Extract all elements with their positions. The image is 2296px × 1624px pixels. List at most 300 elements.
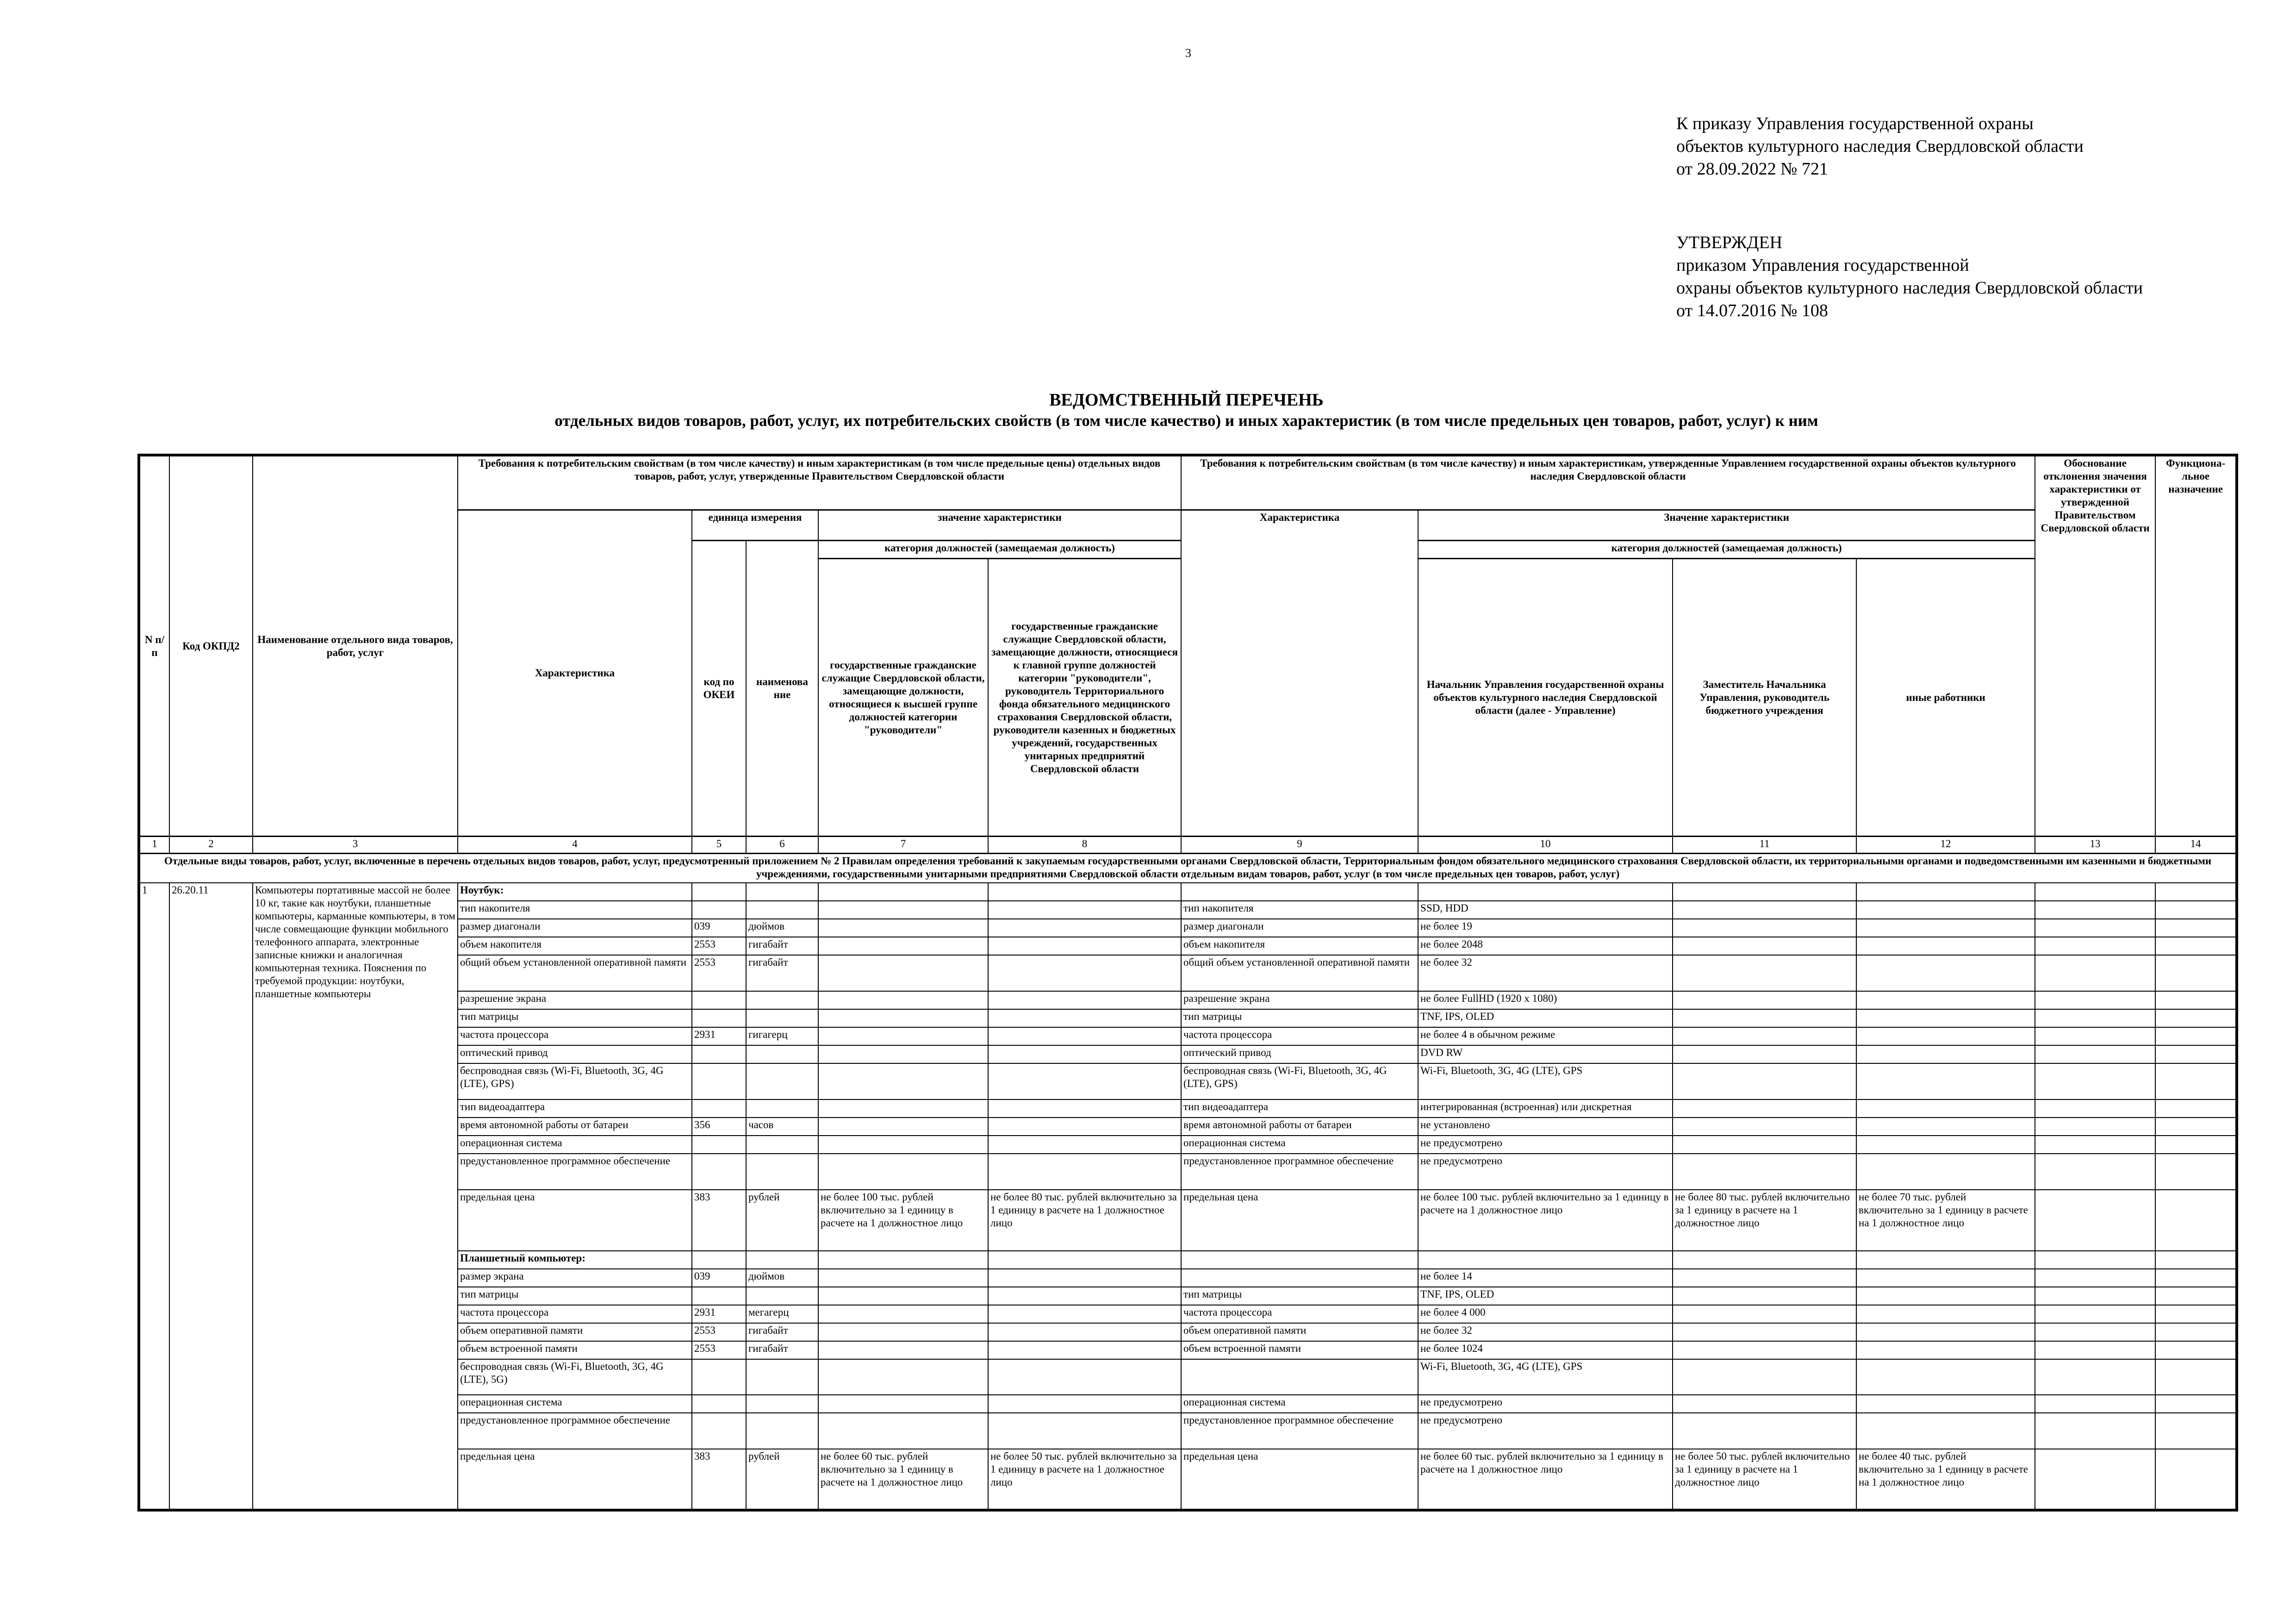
laptop-okei-code [692, 991, 746, 1009]
laptop-characteristic-dept: предустановленное программное обеспечение [1181, 1154, 1418, 1190]
column-number: 6 [746, 837, 818, 854]
blank-cell [2035, 1395, 2155, 1413]
blank-cell [2155, 991, 2237, 1009]
column-number: 10 [1418, 837, 1673, 854]
laptop-unit-name [746, 1136, 818, 1154]
laptop-characteristic: оптический привод [458, 1045, 692, 1063]
laptop-okei-code: 039 [692, 919, 746, 937]
laptop-characteristic-dept: общий объем установленной оперативной памяти [1181, 955, 1418, 991]
laptop-value-head: интегрированная (встроенная) или дискретная [1418, 1099, 1673, 1118]
blank-cell [2155, 1251, 2237, 1269]
blank-cell [746, 883, 818, 901]
tablet-value-main [988, 1413, 1181, 1449]
blank-cell [2155, 1118, 2237, 1136]
laptop-unit-name: гигагерц [746, 1027, 818, 1045]
blank-cell [2155, 1287, 2237, 1305]
laptop-characteristic: разрешение экрана [458, 991, 692, 1009]
blank-cell [2155, 1045, 2237, 1063]
laptop-unit-name [746, 1063, 818, 1099]
tablet-unit-name [746, 1413, 818, 1449]
tablet-value-other [1856, 1287, 2035, 1305]
blank-cell [692, 1251, 746, 1269]
laptop-characteristic: тип накопителя [458, 901, 692, 919]
laptop-value-higher [818, 901, 988, 919]
laptop-value-deputy [1673, 1045, 1856, 1063]
tablet-characteristic-dept: частота процессора [1181, 1305, 1418, 1323]
blank-cell [2155, 1063, 2237, 1099]
tablet-okei-code: 383 [692, 1449, 746, 1510]
tablet-okei-code: 039 [692, 1269, 746, 1287]
tablet-characteristic: предельная цена [458, 1449, 692, 1510]
laptop-value-main [988, 1099, 1181, 1118]
tablet-characteristic-dept: предустановленное программное обеспечение [1181, 1413, 1418, 1449]
laptop-okei-code [692, 1009, 746, 1027]
blank-cell [2155, 883, 2237, 901]
blank-cell [2035, 1190, 2155, 1250]
tablet-value-main [988, 1287, 1181, 1305]
blank-cell [1673, 883, 1856, 901]
column-number: 9 [1181, 837, 1418, 854]
tablet-value-head: не предусмотрено [1418, 1395, 1673, 1413]
laptop-value-main [988, 991, 1181, 1009]
blank-cell [2155, 1154, 2237, 1190]
header-category: категория должностей (замещаемая должность) [818, 541, 1181, 559]
header-cat-other: иные работники [1856, 559, 2035, 837]
tablet-characteristic: объем встроенной памяти [458, 1341, 692, 1359]
header-unit-name: наименова ние [746, 541, 818, 837]
blank-cell [2155, 1009, 2237, 1027]
blank-cell [2035, 919, 2155, 937]
document-subtitle: отдельных видов товаров, работ, услуг, их потребительских свойств (в том числе качество) и иных характеристик (в том числе предельных цен товаров, работ, услуг) к ним [554, 412, 1818, 430]
laptop-characteristic-dept: предельная цена [1181, 1190, 1418, 1250]
tablet-characteristic: частота процессора [458, 1305, 692, 1323]
tablet-characteristic: объем оперативной памяти [458, 1323, 692, 1341]
blank-cell [2035, 955, 2155, 991]
blank-cell [2035, 1118, 2155, 1136]
laptop-characteristic: время автономной работы от батареи [458, 1118, 692, 1136]
tablet-characteristic-dept: объем оперативной памяти [1181, 1323, 1418, 1341]
laptop-value-main [988, 919, 1181, 937]
laptop-value-deputy [1673, 1009, 1856, 1027]
laptop-characteristic-dept: объем накопителя [1181, 937, 1418, 955]
tablet-value-other: не более 40 тыс. рублей включительно за 1 единицу в расчете на 1 должностное лицо [1856, 1449, 2035, 1510]
order-reference [1676, 112, 2084, 181]
laptop-unit-name [746, 991, 818, 1009]
tablet-value-main [988, 1323, 1181, 1341]
blank-cell [746, 1251, 818, 1269]
tablet-value-other [1856, 1341, 2035, 1359]
tablet-value-other [1856, 1323, 2035, 1341]
approval-line: УТВЕРЖДЕН [1676, 233, 1783, 252]
laptop-value-other [1856, 1063, 2035, 1099]
order-reference-line: К приказу Управления государственной охраны [1676, 114, 2034, 133]
header-gov-requirements: Требования к потребительским свойствам (в том числе качеству) и иным характеристикам (в том числе предельные цены) отдельных видов товаров, работ, услуг, утвержденные Правительством Свердловской области [458, 455, 1181, 510]
approval-line: приказом Управления государственной [1676, 256, 1969, 275]
laptop-okei-code: 383 [692, 1190, 746, 1250]
tablet-value-higher [818, 1359, 988, 1395]
laptop-value-higher [818, 1118, 988, 1136]
laptop-value-other [1856, 1118, 2035, 1136]
blank-cell [2035, 1305, 2155, 1323]
blank-cell [2035, 1251, 2155, 1269]
blank-cell [2035, 1269, 2155, 1287]
tablet-characteristic: размер экрана [458, 1269, 692, 1287]
laptop-okei-code: 2931 [692, 1027, 746, 1045]
laptop-characteristic-dept: оптический привод [1181, 1045, 1418, 1063]
blank-cell [2035, 1009, 2155, 1027]
blank-cell [1673, 1251, 1856, 1269]
column-number: 11 [1673, 837, 1856, 854]
blank-cell [2035, 1099, 2155, 1118]
laptop-value-higher [818, 1009, 988, 1027]
blank-cell [2155, 919, 2237, 937]
laptop-value-head: TNF, IPS, OLED [1418, 1009, 1673, 1027]
tablet-characteristic: операционная система [458, 1395, 692, 1413]
header-okei-code: код по ОКЕИ [692, 541, 746, 837]
laptop-unit-name [746, 1009, 818, 1027]
page-number: 3 [1185, 46, 1191, 60]
laptop-value-other [1856, 955, 2035, 991]
laptop-value-deputy [1673, 1099, 1856, 1118]
laptop-characteristic: операционная система [458, 1136, 692, 1154]
approval-block [1676, 231, 2143, 322]
tablet-okei-code [692, 1413, 746, 1449]
laptop-value-deputy [1673, 901, 1856, 919]
laptop-value-main [988, 1009, 1181, 1027]
tablet-unit-name: гигабайт [746, 1323, 818, 1341]
blank-cell [2155, 1395, 2237, 1413]
tablet-value-other [1856, 1305, 2035, 1323]
laptop-value-higher [818, 991, 988, 1009]
column-number: 12 [1856, 837, 2035, 854]
blank-cell [2035, 1413, 2155, 1449]
blank-cell [2155, 1305, 2237, 1323]
laptop-value-higher [818, 1063, 988, 1099]
laptop-value-main [988, 937, 1181, 955]
tablet-value-head: не более 14 [1418, 1269, 1673, 1287]
laptop-value-main [988, 955, 1181, 991]
tablet-value-higher [818, 1395, 988, 1413]
laptop-characteristic-dept: разрешение экрана [1181, 991, 1418, 1009]
tablet-value-higher [818, 1341, 988, 1359]
laptop-characteristic: предельная цена [458, 1190, 692, 1250]
blank-cell [2155, 1136, 2237, 1154]
tablet-value-head: не более 32 [1418, 1323, 1673, 1341]
tablet-okei-code [692, 1359, 746, 1395]
laptop-value-head: не более 100 тыс. рублей включительно за 1 единицу в расчете на 1 должностное лицо [1418, 1190, 1673, 1250]
tablet-value-deputy [1673, 1395, 1856, 1413]
laptop-okei-code [692, 1154, 746, 1190]
header-justification: Обоснование отклонения значения характеристики от утвержденной Правительством Свердловской области [2035, 455, 2155, 837]
blank-cell [2155, 1449, 2237, 1510]
laptop-value-deputy [1673, 937, 1856, 955]
laptop-okei-code: 2553 [692, 955, 746, 991]
tablet-value-higher [818, 1413, 988, 1449]
laptop-unit-name [746, 901, 818, 919]
tablet-value-other [1856, 1395, 2035, 1413]
header-char-value-dept: Значение характеристики [1418, 510, 2035, 541]
laptop-unit-name: дюймов [746, 919, 818, 937]
tablet-value-higher [818, 1305, 988, 1323]
column-number: 13 [2035, 837, 2155, 854]
tablet-okei-code [692, 1287, 746, 1305]
blank-cell [2155, 1190, 2237, 1250]
tablet-value-main [988, 1359, 1181, 1395]
laptop-characteristic: тип матрицы [458, 1009, 692, 1027]
laptop-characteristic: тип видеоадаптера [458, 1099, 692, 1118]
laptop-value-other: не более 70 тыс. рублей включительно за 1 единицу в расчете на 1 должностное лицо [1856, 1190, 2035, 1250]
laptop-value-head: DVD RW [1418, 1045, 1673, 1063]
laptop-characteristic-dept: операционная система [1181, 1136, 1418, 1154]
laptop-value-main [988, 1063, 1181, 1099]
laptop-value-deputy: не более 80 тыс. рублей включительно за 1 единицу в расчете на 1 должностное лицо [1673, 1190, 1856, 1250]
tablet-value-main [988, 1305, 1181, 1323]
laptop-okei-code [692, 901, 746, 919]
laptop-value-head: не более FullHD (1920 x 1080) [1418, 991, 1673, 1009]
laptop-value-deputy [1673, 955, 1856, 991]
tablet-okei-code: 2553 [692, 1323, 746, 1341]
blank-cell [2155, 937, 2237, 955]
laptop-unit-name [746, 1045, 818, 1063]
laptop-value-other [1856, 919, 2035, 937]
laptop-okei-code: 2553 [692, 937, 746, 955]
header-cat-main: государственные гражданские служащие Свердловской области, замещающие должности, относящиеся к главной группе должностей категории "руководители", руководитель Территориального фонда обязательного медицинского страхования Свердловской области, руководители казенных и бюджетных учреждений, государственных унитарных предприятий Свердловской области [988, 559, 1181, 837]
tablet-characteristic-dept: объем встроенной памяти [1181, 1341, 1418, 1359]
laptop-value-other [1856, 991, 2035, 1009]
column-number: 3 [253, 837, 458, 854]
laptop-value-main [988, 901, 1181, 919]
laptop-characteristic-dept: частота процессора [1181, 1027, 1418, 1045]
item-okpd: 26.20.11 [169, 883, 253, 1510]
blank-cell [2155, 1359, 2237, 1395]
header-cat-deputy: Заместитель Начальника Управления, руководитель бюджетного учреждения [1673, 559, 1856, 837]
tablet-unit-name [746, 1287, 818, 1305]
laptop-value-other [1856, 937, 2035, 955]
tablet-value-head: не более 60 тыс. рублей включительно за 1 единицу в расчете на 1 должностное лицо [1418, 1449, 1673, 1510]
tablet-characteristic-dept [1181, 1269, 1418, 1287]
laptop-characteristic: размер диагонали [458, 919, 692, 937]
header-characteristic: Характеристика [458, 510, 692, 837]
blank-cell [2035, 1323, 2155, 1341]
tablet-value-higher [818, 1269, 988, 1287]
tablet-value-deputy [1673, 1341, 1856, 1359]
tablet-value-head: не более 4 000 [1418, 1305, 1673, 1323]
laptop-value-deputy [1673, 919, 1856, 937]
tablet-value-main [988, 1395, 1181, 1413]
header-okpd: Код ОКПД2 [169, 455, 253, 837]
column-number: 14 [2155, 837, 2237, 854]
laptop-unit-name: часов [746, 1118, 818, 1136]
blank-cell [2035, 1341, 2155, 1359]
laptop-value-other [1856, 1154, 2035, 1190]
laptop-okei-code [692, 1099, 746, 1118]
header-cat-head: Начальник Управления государственной охраны объектов культурного наследия Свердловской области (далее - Управление) [1418, 559, 1673, 837]
laptop-value-head: не более 2048 [1418, 937, 1673, 955]
laptop-value-higher [818, 937, 988, 955]
laptop-value-other [1856, 1099, 2035, 1118]
tablet-value-higher [818, 1287, 988, 1305]
laptop-characteristic-dept: время автономной работы от батареи [1181, 1118, 1418, 1136]
tablet-characteristic-dept [1181, 1359, 1418, 1395]
tablet-value-other [1856, 1269, 2035, 1287]
laptop-value-head: Wi-Fi, Bluetooth, 3G, 4G (LTE), GPS [1418, 1063, 1673, 1099]
laptop-value-deputy [1673, 1063, 1856, 1099]
blank-cell [2155, 901, 2237, 919]
blank-cell [1181, 1251, 1418, 1269]
laptop-unit-name: гигабайт [746, 937, 818, 955]
blank-cell [2035, 937, 2155, 955]
laptop-characteristic-dept: размер диагонали [1181, 919, 1418, 937]
order-reference-line: от 28.09.2022 № 721 [1676, 159, 1828, 179]
laptop-value-head: SSD, HDD [1418, 901, 1673, 919]
column-number: 8 [988, 837, 1181, 854]
laptop-value-higher [818, 955, 988, 991]
blank-cell [2155, 1027, 2237, 1045]
blank-cell [2035, 1154, 2155, 1190]
laptop-characteristic: общий объем установленной оперативной памяти [458, 955, 692, 991]
tablet-heading: Планшетный компьютер: [458, 1251, 692, 1269]
laptop-value-main [988, 1154, 1181, 1190]
blank-cell [2035, 1136, 2155, 1154]
laptop-value-other [1856, 1045, 2035, 1063]
laptop-okei-code [692, 1045, 746, 1063]
column-number: 2 [169, 837, 253, 854]
tablet-value-higher: не более 60 тыс. рублей включительно за 1 единицу в расчете на 1 должностное лицо [818, 1449, 988, 1510]
tablet-value-head: Wi-Fi, Bluetooth, 3G, 4G (LTE), GPS [1418, 1359, 1673, 1395]
header-char-value: значение характеристики [818, 510, 1181, 541]
blank-cell [2035, 1449, 2155, 1510]
laptop-value-deputy [1673, 1027, 1856, 1045]
header-name: Наименование отдельного вида товаров, работ, услуг [253, 455, 458, 837]
laptop-okei-code [692, 1063, 746, 1099]
item-number: 1 [139, 883, 169, 1510]
approval-line: от 14.07.2016 № 108 [1676, 301, 1828, 320]
tablet-value-deputy [1673, 1359, 1856, 1395]
laptop-heading: Ноутбук: [458, 883, 692, 901]
tablet-characteristic: беспроводная связь (Wi-Fi, Bluetooth, 3G, 4G (LTE), 5G) [458, 1359, 692, 1395]
blank-cell [1181, 883, 1418, 901]
tablet-okei-code: 2931 [692, 1305, 746, 1323]
laptop-value-higher [818, 919, 988, 937]
laptop-value-head: не установлено [1418, 1118, 1673, 1136]
blank-cell [2155, 1323, 2237, 1341]
laptop-value-head: не предусмотрено [1418, 1154, 1673, 1190]
blank-cell [988, 1251, 1181, 1269]
tablet-okei-code [692, 1395, 746, 1413]
tablet-characteristic: тип матрицы [458, 1287, 692, 1305]
blank-cell [2035, 1287, 2155, 1305]
tablet-unit-name: мегагерц [746, 1305, 818, 1323]
tablet-value-head: не предусмотрено [1418, 1413, 1673, 1449]
laptop-characteristic: частота процессора [458, 1027, 692, 1045]
tablet-value-higher [818, 1323, 988, 1341]
laptop-characteristic-dept: тип матрицы [1181, 1009, 1418, 1027]
blank-cell [2035, 991, 2155, 1009]
blank-cell [2035, 1045, 2155, 1063]
laptop-value-higher [818, 1027, 988, 1045]
blank-cell [818, 1251, 988, 1269]
laptop-characteristic-dept: беспроводная связь (Wi-Fi, Bluetooth, 3G, 4G (LTE), GPS) [1181, 1063, 1418, 1099]
blank-cell [692, 883, 746, 901]
tablet-value-deputy [1673, 1287, 1856, 1305]
column-number: 5 [692, 837, 746, 854]
laptop-value-other [1856, 1027, 2035, 1045]
laptop-unit-name: гигабайт [746, 955, 818, 991]
tablet-value-head: TNF, IPS, OLED [1418, 1287, 1673, 1305]
laptop-value-deputy [1673, 1154, 1856, 1190]
laptop-value-head: не более 32 [1418, 955, 1673, 991]
blank-cell [1418, 883, 1673, 901]
header-dept-requirements: Требования к потребительским свойствам (в том числе качеству) и иным характеристикам, утвержденные Управлением государственной охраны объектов культурного наследия Свердловской области [1181, 455, 2035, 510]
laptop-value-deputy [1673, 991, 1856, 1009]
laptop-value-higher [818, 1045, 988, 1063]
tablet-value-deputy [1673, 1413, 1856, 1449]
header-characteristic-dept: Характеристика [1181, 510, 1418, 837]
blank-cell [2155, 1341, 2237, 1359]
column-number: 4 [458, 837, 692, 854]
requirements-table [137, 454, 2238, 1512]
item-name: Компьютеры портативные массой не более 10 кг, такие как ноутбуки, планшетные компьютеры, карманные компьютеры, в том числе совмещающие функции мобильного телефонного аппарата, электронные записные книжки и аналогичная компьютерная техника. Пояснения по требуемой продукции: ноутбуки, планшетные компьютеры [253, 883, 458, 1510]
laptop-value-main: не более 80 тыс. рублей включительно за 1 единицу в расчете на 1 должностное лицо [988, 1190, 1181, 1250]
order-reference-line: объектов культурного наследия Свердловской области [1676, 137, 2084, 156]
tablet-unit-name: дюймов [746, 1269, 818, 1287]
laptop-value-head: не более 19 [1418, 919, 1673, 937]
document-title: ВЕДОМСТВЕННЫЙ ПЕРЕЧЕНЬ [1049, 390, 1324, 410]
tablet-value-deputy: не более 50 тыс. рублей включительно за 1 единицу в расчете на 1 должностное лицо [1673, 1449, 1856, 1510]
laptop-value-higher [818, 1136, 988, 1154]
tablet-value-deputy [1673, 1269, 1856, 1287]
laptop-okei-code: 356 [692, 1118, 746, 1136]
tablet-value-head: не более 1024 [1418, 1341, 1673, 1359]
laptop-characteristic-dept: тип накопителя [1181, 901, 1418, 919]
laptop-value-head: не предусмотрено [1418, 1136, 1673, 1154]
tablet-unit-name: гигабайт [746, 1341, 818, 1359]
column-number: 7 [818, 837, 988, 854]
blank-cell [2155, 955, 2237, 991]
blank-cell [2035, 901, 2155, 919]
tablet-characteristic-dept: тип матрицы [1181, 1287, 1418, 1305]
tablet-characteristic-dept: операционная система [1181, 1395, 1418, 1413]
laptop-unit-name [746, 1154, 818, 1190]
blank-cell [1856, 1251, 2035, 1269]
laptop-value-main [988, 1118, 1181, 1136]
blank-cell [2035, 1359, 2155, 1395]
laptop-unit-name: рублей [746, 1190, 818, 1250]
laptop-value-main [988, 1136, 1181, 1154]
header-category-dept: категория должностей (замещаемая должность) [1418, 541, 2035, 559]
laptop-characteristic: беспроводная связь (Wi-Fi, Bluetooth, 3G, 4G (LTE), GPS) [458, 1063, 692, 1099]
tablet-value-main [988, 1341, 1181, 1359]
laptop-characteristic: предустановленное программное обеспечение [458, 1154, 692, 1190]
tablet-value-other [1856, 1359, 2035, 1395]
blank-cell [1856, 883, 2035, 901]
tablet-unit-name [746, 1359, 818, 1395]
laptop-value-other [1856, 901, 2035, 919]
blank-cell [2035, 883, 2155, 901]
laptop-value-main [988, 1027, 1181, 1045]
tablet-value-deputy [1673, 1305, 1856, 1323]
blank-cell [2035, 1027, 2155, 1045]
laptop-value-higher [818, 1099, 988, 1118]
laptop-value-higher: не более 100 тыс. рублей включительно за 1 единицу в расчете на 1 должностное лицо [818, 1190, 988, 1250]
column-number: 1 [139, 837, 169, 854]
section-title: Отдельные виды товаров, работ, услуг, включенные в перечень отдельных видов товаров, работ, услуг, предусмотренный приложением № 2 Правилам определения требований к закупаемым государственными органами Свердловской области, Территориальным фондом обязательного медицинского страхования Свердловской области, их территориальными органами и подведомственными им казенными и бюджетными учреждениями, государственными унитарными предприятиями Свердловской области отдельным видам товаров, работ, услуг (в том числе предельных цен товаров, работ, услуг) [139, 854, 2237, 883]
laptop-characteristic: объем накопителя [458, 937, 692, 955]
blank-cell [988, 883, 1181, 901]
header-unit: единица измерения [692, 510, 818, 541]
header-cat-higher: государственные гражданские служащие Свердловской области, замещающие должности, относящиеся к высшей группе должностей категории "руководители" [818, 559, 988, 837]
blank-cell [2155, 1413, 2237, 1449]
